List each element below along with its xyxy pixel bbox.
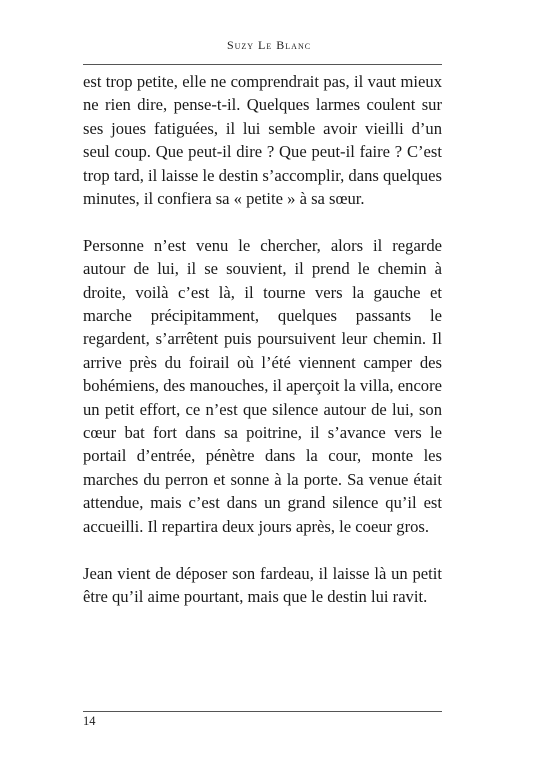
paragraph-2: Personne n’est venu le chercher, alors il regarde autour de lui, il se souvient, il prend le chemin à droite, voilà c’est là, il tourne vers la gauche et marche précipitamment, quelques passants le regardent, s’arrêtent puis poursuivent leur chemin. Il arrive près du foirail où l’été viennent camper des bohémiens, des manouches, il aperçoit la villa, encore un petit effort, ce n’est que silence autour de lui, son cœur bat fort dans sa poitrine, il s’avance vers le portail d’entrée, pénètre dans la cour, monte les marches du perron et sonne à la porte. Sa venue était attendue, mais c’est dans un grand silence qu’il est accueilli. Il repartira deux jours après, le coeur gros. xyxy=(83,235,442,536)
footer-rule xyxy=(83,711,442,712)
paragraph-1: est trop petite, elle ne comprendrait pas, il vaut mieux ne rien dire, pense-t-il. Quelques larmes coulent sur ses joues fatiguées, il lui semble avoir vieilli d’un seul coup. Que peut-il dire ? Que peut-il faire ? C’est trop tard, il laisse le destin s’accomplir, dans quelques minutes, il confiera sa « petite » à sa sœur. xyxy=(83,72,442,209)
body-text xyxy=(83,70,442,608)
paragraph-3: Jean vient de déposer son fardeau, il laisse là un petit être qu’il aime pourtant, mais que le destin lui ravit. xyxy=(83,563,442,606)
running-head: Suzy Le Blanc xyxy=(226,38,312,52)
page-number: 14 xyxy=(83,714,96,728)
header-rule xyxy=(83,64,442,65)
